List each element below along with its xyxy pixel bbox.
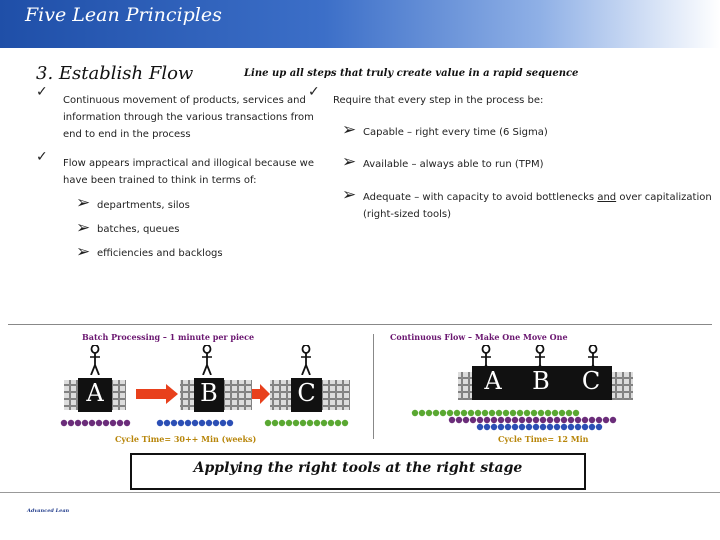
batch-cycle-time: Cycle Time= 30++ Min (weeks) [115,434,257,444]
flow-stage-b: B [524,366,558,396]
batch-beads [61,420,348,426]
arrowhead-bullet-icon: ➢ [76,193,91,213]
arrowhead-bullet-icon: ➢ [342,185,357,205]
inventory-cubes [64,380,78,410]
slide-title: Five Lean Principles [25,4,222,26]
inventory-cubes [180,380,194,410]
text-line: information through the various transactions from [63,112,314,123]
check-icon: ✓ [36,84,48,100]
sub-item: efficiencies and backlogs [97,248,223,259]
person-icon [202,345,212,375]
sub-item: departments, silos [97,200,190,211]
text-span: over capitalization [619,192,712,203]
inventory-cubes [270,380,291,410]
process-arrow-icon [252,384,270,404]
sub-item: batches, queues [97,224,180,235]
underlined-word: and [597,192,617,203]
arrowhead-bullet-icon: ➢ [76,218,91,238]
text-line: Continuous movement of products, services and [63,95,306,106]
section-title: 3. Establish Flow [36,63,194,84]
flow-stage-a: A [476,366,510,396]
batch-stage-b: B [194,378,224,412]
arrowhead-bullet-icon: ➢ [342,152,357,172]
person-icon [90,345,100,375]
flow-cycle-time: Cycle Time= 12 Min [498,434,589,444]
right-sub-item: Available – always able to run (TPM) [363,159,544,170]
batch-stage-a: A [78,378,112,412]
inventory-cubes [458,372,472,400]
flow-title: Continuous Flow – Make One Move One [390,332,568,342]
text-span: Adequate – with capacity to avoid bottlenecks [363,192,595,203]
section-tagline: Line up all steps that truly create value in a rapid sequence [244,68,579,79]
batch-stage-c: C [291,378,322,412]
bottom-banner: Applying the right tools at the right stage [130,453,586,490]
flow-beads [412,410,616,430]
batch-title: Batch Processing – 1 minute per piece [82,332,255,342]
footer-label: Advanced Lean [27,508,70,514]
process-arrow-icon [136,384,178,404]
arrowhead-bullet-icon: ➢ [342,120,357,140]
text-line: Flow appears impractical and illogical because we [63,158,314,169]
text-line: have been trained to think in terms of: [63,175,257,186]
check-icon: ✓ [36,149,48,165]
text-line: end to end in the process [63,129,191,140]
inventory-cubes [322,380,350,410]
inventory-cubes [612,372,633,400]
text-line: (right-sized tools) [363,209,451,220]
flow-cell [472,366,612,400]
flow-stage-c: C [574,366,608,396]
footer-divider [0,492,720,493]
right-sub-item: Capable – right every time (6 Sigma) [363,127,548,138]
person-icon [301,345,311,375]
arrowhead-bullet-icon: ➢ [76,242,91,262]
inventory-cubes [224,380,252,410]
check-icon: ✓ [308,84,320,100]
right-bullet: Require that every step in the process be: [333,95,544,106]
inventory-cubes [112,380,126,410]
